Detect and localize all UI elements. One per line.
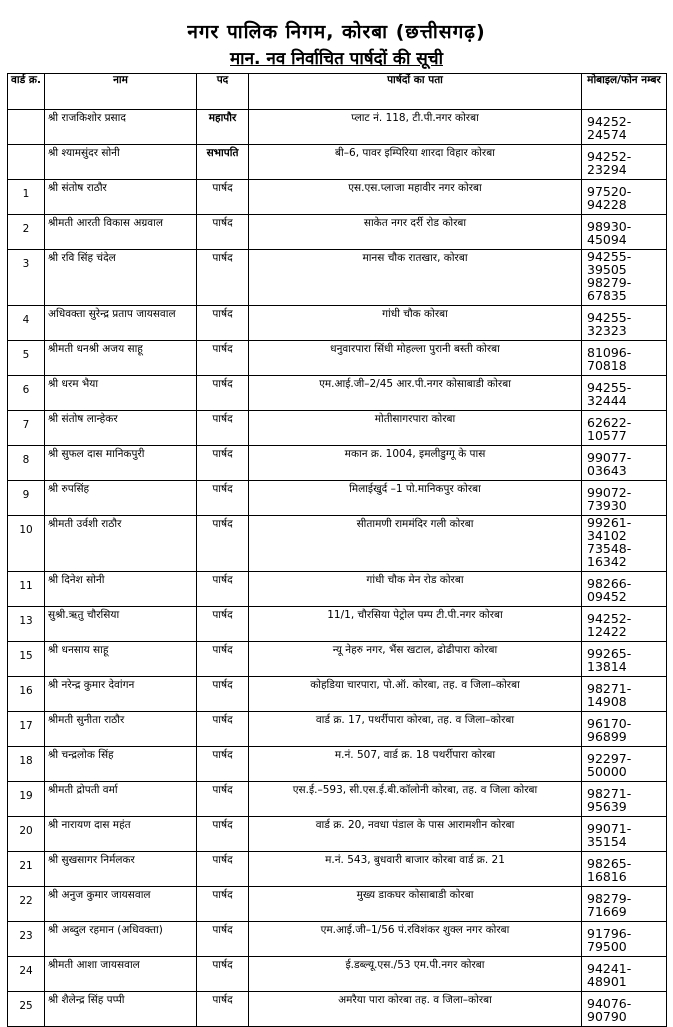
- mobile-number: 94255-32323: [587, 310, 632, 338]
- address-cell: मानस चौक रातखार, कोरबा: [249, 250, 582, 306]
- ward-cell: 7: [8, 411, 45, 446]
- page-subtitle: [0, 46, 673, 69]
- post-cell: पार्षद: [197, 607, 249, 642]
- name-cell: श्री संतोष राठौर: [45, 180, 197, 215]
- name-cell: श्री नरेन्द्र कुमार देवांगन: [45, 677, 197, 712]
- ward-cell: 20: [8, 817, 45, 852]
- ward-cell: 15: [8, 642, 45, 677]
- header-post: पद: [197, 74, 249, 110]
- name-cell: सुश्री.ऋतु चौरसिया: [45, 607, 197, 642]
- ward-cell: 5: [8, 341, 45, 376]
- name-cell: श्री राजकिशोर प्रसाद: [45, 110, 197, 145]
- address-cell: प्लाट नं. 118, टी.पी.नगर कोरबा: [249, 110, 582, 145]
- address-cell: गांधी चौक कोरबा: [249, 306, 582, 341]
- mobile-number: 98279-71669: [587, 891, 632, 919]
- address-cell: साकेत नगर दर्री रोड कोरबा: [249, 215, 582, 250]
- table-row: [8, 250, 667, 306]
- ward-cell: 16: [8, 677, 45, 712]
- post-cell: पार्षद: [197, 817, 249, 852]
- mobile-cell: [582, 306, 667, 341]
- header-ward: वार्ड क्र.: [8, 74, 45, 110]
- post-cell: पार्षद: [197, 446, 249, 481]
- mobile-number: 94252-12422: [587, 611, 632, 639]
- councillor-table: [7, 73, 667, 1027]
- address-cell: म.नं. 507, वार्ड क्र. 18 पथर्रीपारा कोरबा: [249, 747, 582, 782]
- mobile-number: 81096-70818: [587, 345, 632, 373]
- mobile-number: 98265-16816: [587, 856, 632, 884]
- table-row: [8, 572, 667, 607]
- table-row: [8, 782, 667, 817]
- table-row: [8, 817, 667, 852]
- mobile-cell: [582, 922, 667, 957]
- address-cell: गांधी चौक मेन रोड कोरबा: [249, 572, 582, 607]
- mobile-cell: [582, 572, 667, 607]
- ward-cell: 22: [8, 887, 45, 922]
- post-cell: पार्षद: [197, 887, 249, 922]
- name-cell: श्री रुपसिंह: [45, 481, 197, 516]
- header-address: पार्षदों का पता: [249, 74, 582, 110]
- ward-cell: 13: [8, 607, 45, 642]
- name-cell: श्री दिनेश सोनी: [45, 572, 197, 607]
- table-row: [8, 607, 667, 642]
- mobile-cell: [582, 817, 667, 852]
- name-cell: श्रीमती आरती विकास अग्रवाल: [45, 215, 197, 250]
- name-cell: श्री चन्द्रलोक सिंह: [45, 747, 197, 782]
- ward-cell: 24: [8, 957, 45, 992]
- address-cell: न्यू नेहरु नगर, भैंस खटाल, ढोढीपारा कोरबा: [249, 642, 582, 677]
- table-row: [8, 306, 667, 341]
- mobile-number: 98271-95639: [587, 786, 632, 814]
- mobile-cell: [582, 341, 667, 376]
- post-cell: पार्षद: [197, 215, 249, 250]
- table-row: [8, 922, 667, 957]
- name-cell: श्रीमती आशा जायसवाल: [45, 957, 197, 992]
- mobile-number: 99072-73930: [587, 485, 632, 513]
- ward-cell: 8: [8, 446, 45, 481]
- mobile-number: 62622-10577: [587, 415, 632, 443]
- ward-cell: 17: [8, 712, 45, 747]
- ward-cell: 23: [8, 922, 45, 957]
- mobile-number: 94255-32444: [587, 380, 632, 408]
- table-row: [8, 992, 667, 1027]
- mobile-number: 94076-90790: [587, 996, 632, 1024]
- address-cell: कोहडिया चारपारा, पो.ऑ. कोरबा, तह. व जिला–कोरबा: [249, 677, 582, 712]
- mobile-cell: [582, 712, 667, 747]
- ward-cell: 2: [8, 215, 45, 250]
- address-cell: एम.आई.जी–1/56 पं.रविशंकर शुक्ल नगर कोरबा: [249, 922, 582, 957]
- post-cell: पार्षद: [197, 957, 249, 992]
- ward-cell: 3: [8, 250, 45, 306]
- mobile-cell: [582, 607, 667, 642]
- address-cell: मिलाईखुर्द –1 पो.मानिकपुर कोरबा: [249, 481, 582, 516]
- header-name: नाम: [45, 74, 197, 110]
- address-cell: मकान क्र. 1004, इमलीडुग्गू के पास: [249, 446, 582, 481]
- mobile-number: 94252-23294: [587, 149, 632, 177]
- name-cell: श्री संतोष लान्हेकर: [45, 411, 197, 446]
- mobile-number: 91796-79500: [587, 926, 632, 954]
- mobile-cell: [582, 516, 667, 572]
- name-cell: अधिवक्ता सुरेन्द्र प्रताप जायसवाल: [45, 306, 197, 341]
- header-mobile: मोबाइल/फोन नम्बर: [582, 74, 667, 110]
- address-cell: एस.ई.–593, सी.एस.ई.बी.कॉलोनी कोरबा, तह. व जिला कोरबा: [249, 782, 582, 817]
- post-cell: पार्षद: [197, 677, 249, 712]
- mobile-cell: [582, 481, 667, 516]
- address-cell: मुख्य डाकघर कोसाबाडी कोरबा: [249, 887, 582, 922]
- post-cell: पार्षद: [197, 852, 249, 887]
- mobile-number: 99077-03643: [587, 450, 632, 478]
- post-cell: पार्षद: [197, 516, 249, 572]
- post-cell: पार्षद: [197, 250, 249, 306]
- page-title: नगर पालिक निगम, कोरबा (छत्तीसगढ़): [187, 21, 486, 43]
- mobile-cell: [582, 992, 667, 1027]
- mobile-cell: [582, 180, 667, 215]
- mobile-cell: [582, 250, 667, 306]
- name-cell: श्री सुखसागर निर्मलकर: [45, 852, 197, 887]
- mobile-cell: [582, 376, 667, 411]
- address-cell: म.नं. 543, बुधवारी बाजार कोरबा वार्ड क्र. 21: [249, 852, 582, 887]
- mobile-cell: [582, 215, 667, 250]
- post-cell: महापौर: [197, 110, 249, 145]
- ward-cell: [8, 110, 45, 145]
- mobile-number: 94241-48901: [587, 961, 632, 989]
- mobile-cell: [582, 887, 667, 922]
- address-cell: एम.आई.जी–2/45 आर.पी.नगर कोसाबाडी कोरबा: [249, 376, 582, 411]
- post-cell: पार्षद: [197, 747, 249, 782]
- name-cell: श्री सुफल दास मानिकपुरी: [45, 446, 197, 481]
- post-cell: पार्षद: [197, 922, 249, 957]
- table-row: [8, 215, 667, 250]
- ward-cell: [8, 145, 45, 180]
- name-cell: श्री धरम भैया: [45, 376, 197, 411]
- address-cell: एस.एस.प्लाजा महावीर नगर कोरबा: [249, 180, 582, 215]
- ward-cell: 25: [8, 992, 45, 1027]
- table-row: [8, 712, 667, 747]
- address-cell: बी–6, पावर इम्पिरिया शारदा विहार कोरबा: [249, 145, 582, 180]
- address-cell: मोतीसागरपारा कोरबा: [249, 411, 582, 446]
- mobile-cell: [582, 747, 667, 782]
- name-cell: श्री श्यामसुंदर सोनी: [45, 145, 197, 180]
- mobile-number: 94255-39505: [587, 249, 632, 277]
- address-cell: ई.डब्ल्यू.एस./53 एम.पी.नगर कोरबा: [249, 957, 582, 992]
- address-cell: वार्ड क्र. 17, पथर्रीपारा कोरबा, तह. व जिला–कोरबा: [249, 712, 582, 747]
- post-cell: पार्षद: [197, 306, 249, 341]
- table-row: [8, 852, 667, 887]
- address-cell: सीतामणी राममंदिर गली कोरबा: [249, 516, 582, 572]
- ward-cell: 19: [8, 782, 45, 817]
- mobile-cell: [582, 446, 667, 481]
- name-cell: श्री अनुज कुमार जायसवाल: [45, 887, 197, 922]
- ward-cell: 4: [8, 306, 45, 341]
- table-row: [8, 481, 667, 516]
- address-cell: वार्ड क्र. 20, नवधा पंडाल के पास आरामशीन कोरबा: [249, 817, 582, 852]
- mobile-number: 98266-09452: [587, 576, 632, 604]
- name-cell: श्रीमती उर्वशी राठौर: [45, 516, 197, 572]
- post-cell: पार्षद: [197, 376, 249, 411]
- mobile-number: 99261-34102: [587, 515, 632, 543]
- address-cell: 11/1, चौरसिया पेट्रोल पम्प टी.पी.नगर कोरबा: [249, 607, 582, 642]
- name-cell: श्री रवि सिंह चंदेल: [45, 250, 197, 306]
- table-header-row: [8, 74, 667, 110]
- mobile-number: 98930-45094: [587, 219, 632, 247]
- table-row: [8, 376, 667, 411]
- mobile-cell: [582, 642, 667, 677]
- table-row: [8, 446, 667, 481]
- table-body: [8, 110, 667, 1027]
- mobile-cell: [582, 782, 667, 817]
- mobile-number: 92297-50000: [587, 751, 632, 779]
- mobile-number: 98271-14908: [587, 681, 632, 709]
- table-row: [8, 957, 667, 992]
- ward-cell: 21: [8, 852, 45, 887]
- post-cell: पार्षद: [197, 411, 249, 446]
- ward-cell: 18: [8, 747, 45, 782]
- mobile-number-secondary: 98279-67835: [587, 275, 632, 303]
- post-cell: पार्षद: [197, 341, 249, 376]
- post-cell: पार्षद: [197, 712, 249, 747]
- name-cell: श्री धनसाय साहू: [45, 642, 197, 677]
- mobile-cell: [582, 957, 667, 992]
- subtitle-text: मान. नव निर्वाचित पार्षदों की सूची: [230, 49, 443, 69]
- table-row: [8, 180, 667, 215]
- name-cell: श्री नारायण दास महंत: [45, 817, 197, 852]
- table-row: [8, 516, 667, 572]
- table-row: [8, 747, 667, 782]
- mobile-cell: [582, 677, 667, 712]
- mobile-cell: [582, 110, 667, 145]
- table-row: [8, 642, 667, 677]
- ward-cell: 10: [8, 516, 45, 572]
- ward-cell: 6: [8, 376, 45, 411]
- mobile-cell: [582, 145, 667, 180]
- ward-cell: 11: [8, 572, 45, 607]
- post-cell: पार्षद: [197, 481, 249, 516]
- table-row: [8, 887, 667, 922]
- post-cell: पार्षद: [197, 992, 249, 1027]
- mobile-number: 99265-13814: [587, 646, 632, 674]
- name-cell: श्री शैलेन्द्र सिंह पप्पी: [45, 992, 197, 1027]
- mobile-number: 97520-94228: [587, 184, 632, 212]
- post-cell: पार्षद: [197, 180, 249, 215]
- post-cell: सभापति: [197, 145, 249, 180]
- ward-cell: 9: [8, 481, 45, 516]
- name-cell: श्रीमती धनश्री अजय साहू: [45, 341, 197, 376]
- mobile-cell: [582, 852, 667, 887]
- table-row: [8, 145, 667, 180]
- post-cell: पार्षद: [197, 642, 249, 677]
- table-row: [8, 110, 667, 145]
- mobile-number-secondary: 73548-16342: [587, 541, 632, 569]
- ward-cell: 1: [8, 180, 45, 215]
- name-cell: श्री अब्दुल रहमान (अधिवक्ता): [45, 922, 197, 957]
- table-row: [8, 411, 667, 446]
- name-cell: श्रीमती द्रोपती वर्मा: [45, 782, 197, 817]
- mobile-cell: [582, 411, 667, 446]
- mobile-number: 99071-35154: [587, 821, 632, 849]
- mobile-number: 94252-24574: [587, 114, 632, 142]
- post-cell: पार्षद: [197, 572, 249, 607]
- address-cell: धनुवारपारा सिंधी मोहल्ला पुरानी बस्ती कोरबा: [249, 341, 582, 376]
- table-row: [8, 677, 667, 712]
- address-cell: अमरैया पारा कोरबा तह. व जिला–कोरबा: [249, 992, 582, 1027]
- table-row: [8, 341, 667, 376]
- mobile-number: 96170-96899: [587, 716, 632, 744]
- name-cell: श्रीमती सुनीता राठौर: [45, 712, 197, 747]
- post-cell: पार्षद: [197, 782, 249, 817]
